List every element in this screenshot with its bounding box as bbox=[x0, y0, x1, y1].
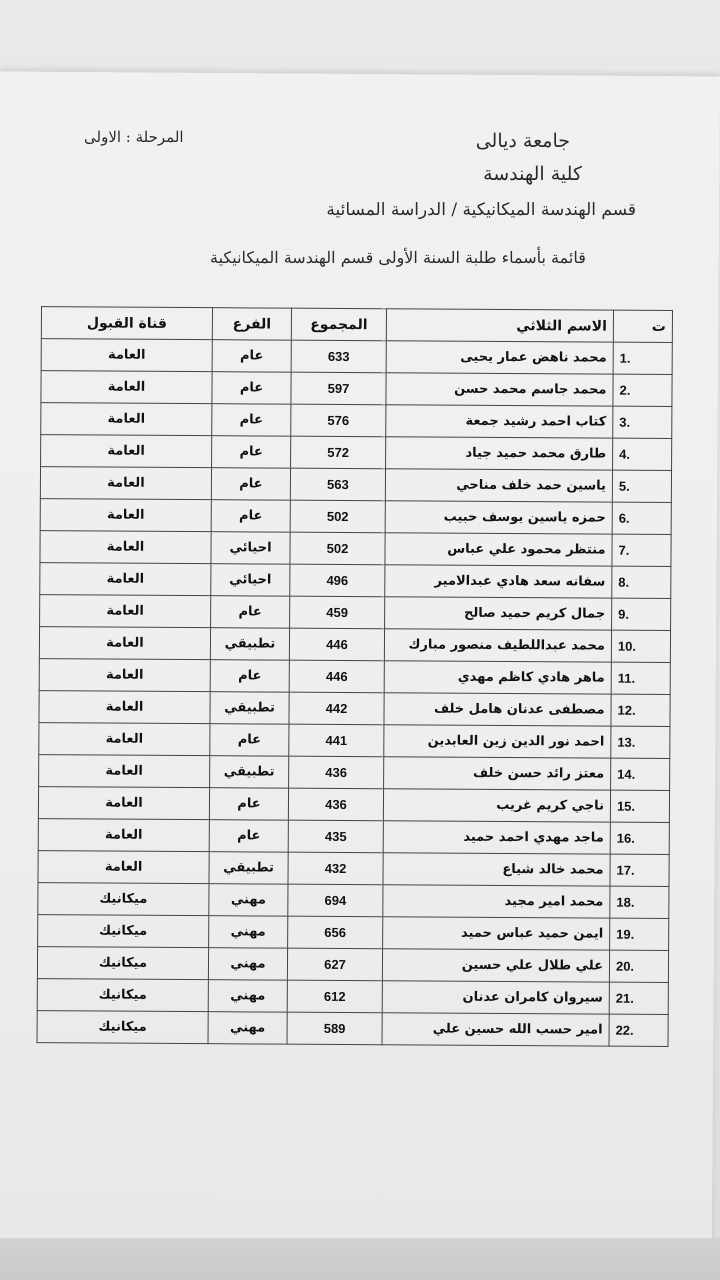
admission-channel: العامة bbox=[41, 371, 212, 404]
branch-cell: عام bbox=[209, 788, 288, 820]
branch-cell: عام bbox=[212, 404, 291, 436]
row-number: 12. bbox=[611, 694, 670, 726]
row-number: 19. bbox=[610, 918, 669, 950]
branch-cell: مهني bbox=[208, 1012, 287, 1044]
table-row bbox=[41, 371, 672, 407]
total-score: 446 bbox=[289, 628, 384, 661]
student-name: امير حسب الله حسين علي bbox=[382, 1013, 609, 1046]
admission-channel: ميكانيك bbox=[37, 979, 208, 1012]
branch-cell: عام bbox=[212, 340, 291, 372]
admission-channel: ميكانيك bbox=[37, 947, 208, 980]
admission-channel: العامة bbox=[41, 339, 212, 372]
table-row bbox=[37, 1011, 668, 1047]
admission-channel: العامة bbox=[40, 499, 211, 532]
table-row bbox=[40, 595, 671, 631]
student-name: محمد ناهض عمار يحيى bbox=[386, 341, 613, 374]
student-name: منتظر محمود علي عباس bbox=[385, 533, 612, 566]
stage-label: المرحلة : الاولى bbox=[84, 128, 184, 146]
row-number: 18. bbox=[610, 886, 669, 918]
student-name: محمد جاسم محمد حسن bbox=[386, 373, 613, 406]
branch-cell: احيائي bbox=[211, 564, 290, 596]
table-row bbox=[40, 499, 671, 535]
admission-channel: العامة bbox=[40, 531, 211, 564]
department-name: قسم الهندسة الميكانيكية / الدراسة المسائية bbox=[326, 200, 636, 220]
student-name: ايمن حميد عباس حميد bbox=[383, 917, 610, 950]
total-score: 589 bbox=[287, 1012, 382, 1045]
branch-cell: عام bbox=[211, 596, 290, 628]
total-score: 627 bbox=[287, 948, 382, 981]
student-name: احمد نور الدين زين العابدين bbox=[384, 725, 611, 758]
row-number: 8. bbox=[612, 566, 671, 598]
row-number: 1. bbox=[613, 342, 672, 374]
branch-cell: عام bbox=[210, 660, 289, 692]
student-name: مصطفى عدنان هامل خلف bbox=[384, 693, 611, 726]
admission-channel: ميكانيك bbox=[38, 883, 209, 916]
row-number: 9. bbox=[612, 598, 671, 630]
admission-channel: العامة bbox=[40, 595, 211, 628]
table-row bbox=[40, 531, 671, 567]
row-number: 20. bbox=[609, 950, 668, 982]
student-name: طارق محمد حميد جياد bbox=[386, 437, 613, 470]
table-row bbox=[40, 467, 671, 503]
row-number: 6. bbox=[612, 502, 671, 534]
table-row bbox=[39, 691, 670, 727]
student-name: ياسين حمد خلف مناحي bbox=[385, 469, 612, 502]
total-score: 436 bbox=[289, 756, 384, 789]
total-score: 432 bbox=[288, 852, 383, 885]
table-row bbox=[41, 435, 672, 471]
row-number: 17. bbox=[610, 854, 669, 886]
branch-cell: مهني bbox=[209, 884, 288, 916]
admission-channel: العامة bbox=[40, 563, 211, 596]
admission-channel: العامة bbox=[39, 627, 210, 660]
admission-channel: ميكانيك bbox=[37, 1011, 208, 1044]
row-number: 21. bbox=[609, 982, 668, 1014]
table-row bbox=[41, 403, 672, 439]
row-number: 3. bbox=[613, 406, 672, 438]
header-total: المجموع bbox=[291, 308, 386, 341]
student-name: ماهر هادي كاظم مهدي bbox=[384, 661, 611, 694]
student-name: محمد خالد شياع bbox=[383, 853, 610, 886]
college-name: كلية الهندسة bbox=[483, 163, 582, 185]
admission-channel: العامة bbox=[38, 787, 209, 820]
total-score: 502 bbox=[290, 532, 385, 565]
student-name: سفانه سعد هادي عبدالامير bbox=[385, 565, 612, 598]
branch-cell: عام bbox=[210, 724, 289, 756]
branch-cell: تطبيقي bbox=[210, 628, 289, 660]
branch-cell: عام bbox=[209, 820, 288, 852]
header-branch: الفرع bbox=[212, 308, 291, 340]
student-name: علي طلال علي حسين bbox=[382, 949, 609, 982]
row-number: 5. bbox=[612, 470, 671, 502]
student-name: محمد عبداللطيف منصور مبارك bbox=[384, 629, 611, 662]
table-row bbox=[38, 883, 669, 919]
desk-surface bbox=[0, 1238, 720, 1280]
admission-channel: العامة bbox=[39, 755, 210, 788]
student-name: جمال كريم حميد صالح bbox=[385, 597, 612, 630]
student-name: معتز رائد حسن خلف bbox=[384, 757, 611, 790]
admission-channel: العامة bbox=[38, 819, 209, 852]
branch-cell: عام bbox=[212, 372, 291, 404]
admission-channel: العامة bbox=[41, 435, 212, 468]
table-row bbox=[39, 659, 670, 695]
total-score: 436 bbox=[288, 788, 383, 821]
header-channel: قناة القبول bbox=[41, 307, 212, 340]
row-number: 14. bbox=[611, 758, 670, 790]
total-score: 572 bbox=[291, 436, 386, 469]
row-number: 2. bbox=[613, 374, 672, 406]
row-number: 10. bbox=[611, 630, 670, 662]
table-row bbox=[38, 915, 669, 951]
header-name: الاسم الثلاثي bbox=[386, 309, 613, 342]
student-name: محمد امير مجيد bbox=[383, 885, 610, 918]
table-row bbox=[39, 723, 670, 759]
admission-channel: العامة bbox=[39, 691, 210, 724]
table-body bbox=[37, 339, 672, 1047]
admission-channel: العامة bbox=[39, 723, 210, 756]
student-name: ماجد مهدي احمد حميد bbox=[383, 821, 610, 854]
total-score: 597 bbox=[291, 372, 386, 405]
student-name: سيروان كامران عدنان bbox=[382, 981, 609, 1014]
total-score: 694 bbox=[288, 884, 383, 917]
admission-channel: العامة bbox=[38, 851, 209, 884]
admission-channel: العامة bbox=[41, 403, 212, 436]
row-number: 11. bbox=[611, 662, 670, 694]
branch-cell: احيائي bbox=[211, 532, 290, 564]
row-number: 22. bbox=[609, 1014, 668, 1046]
branch-cell: تطبيقي bbox=[210, 756, 289, 788]
table-header-row bbox=[41, 307, 672, 343]
student-name: كتاب احمد رشيد جمعة bbox=[386, 405, 613, 438]
table-row bbox=[38, 787, 669, 823]
total-score: 459 bbox=[290, 596, 385, 629]
university-name: جامعة ديالى bbox=[475, 130, 570, 152]
student-name: ناجي كريم غريب bbox=[383, 789, 610, 822]
header-no: ت bbox=[613, 310, 672, 342]
total-score: 446 bbox=[289, 660, 384, 693]
table-row bbox=[37, 979, 668, 1015]
branch-cell: مهني bbox=[208, 948, 287, 980]
table-row bbox=[39, 755, 670, 791]
table-row bbox=[37, 947, 668, 983]
total-score: 563 bbox=[290, 468, 385, 501]
student-table bbox=[37, 306, 673, 1047]
row-number: 15. bbox=[610, 790, 669, 822]
branch-cell: تطبيقي bbox=[209, 852, 288, 884]
branch-cell: عام bbox=[212, 436, 291, 468]
table-row bbox=[38, 819, 669, 855]
branch-cell: مهني bbox=[208, 980, 287, 1012]
table-row bbox=[40, 563, 671, 599]
admission-channel: ميكانيك bbox=[38, 915, 209, 948]
branch-cell: مهني bbox=[209, 916, 288, 948]
row-number: 13. bbox=[611, 726, 670, 758]
admission-channel: العامة bbox=[39, 659, 210, 692]
branch-cell: تطبيقي bbox=[210, 692, 289, 724]
total-score: 496 bbox=[290, 564, 385, 597]
branch-cell: عام bbox=[211, 500, 290, 532]
total-score: 612 bbox=[287, 980, 382, 1013]
list-title: قائمة بأسماء طلبة السنة الأولى قسم الهندسة الميكانيكية bbox=[210, 248, 586, 267]
admission-channel: العامة bbox=[40, 467, 211, 500]
total-score: 441 bbox=[289, 724, 384, 757]
total-score: 435 bbox=[288, 820, 383, 853]
row-number: 4. bbox=[613, 438, 672, 470]
total-score: 576 bbox=[291, 404, 386, 437]
total-score: 656 bbox=[288, 916, 383, 949]
row-number: 7. bbox=[612, 534, 671, 566]
row-number: 16. bbox=[610, 822, 669, 854]
table-row bbox=[38, 851, 669, 887]
table-row bbox=[39, 627, 670, 663]
total-score: 502 bbox=[290, 500, 385, 533]
total-score: 633 bbox=[291, 340, 386, 373]
total-score: 442 bbox=[289, 692, 384, 725]
table-row bbox=[41, 339, 672, 375]
student-name: حمزه ياسين يوسف حبيب bbox=[385, 501, 612, 534]
branch-cell: عام bbox=[211, 468, 290, 500]
